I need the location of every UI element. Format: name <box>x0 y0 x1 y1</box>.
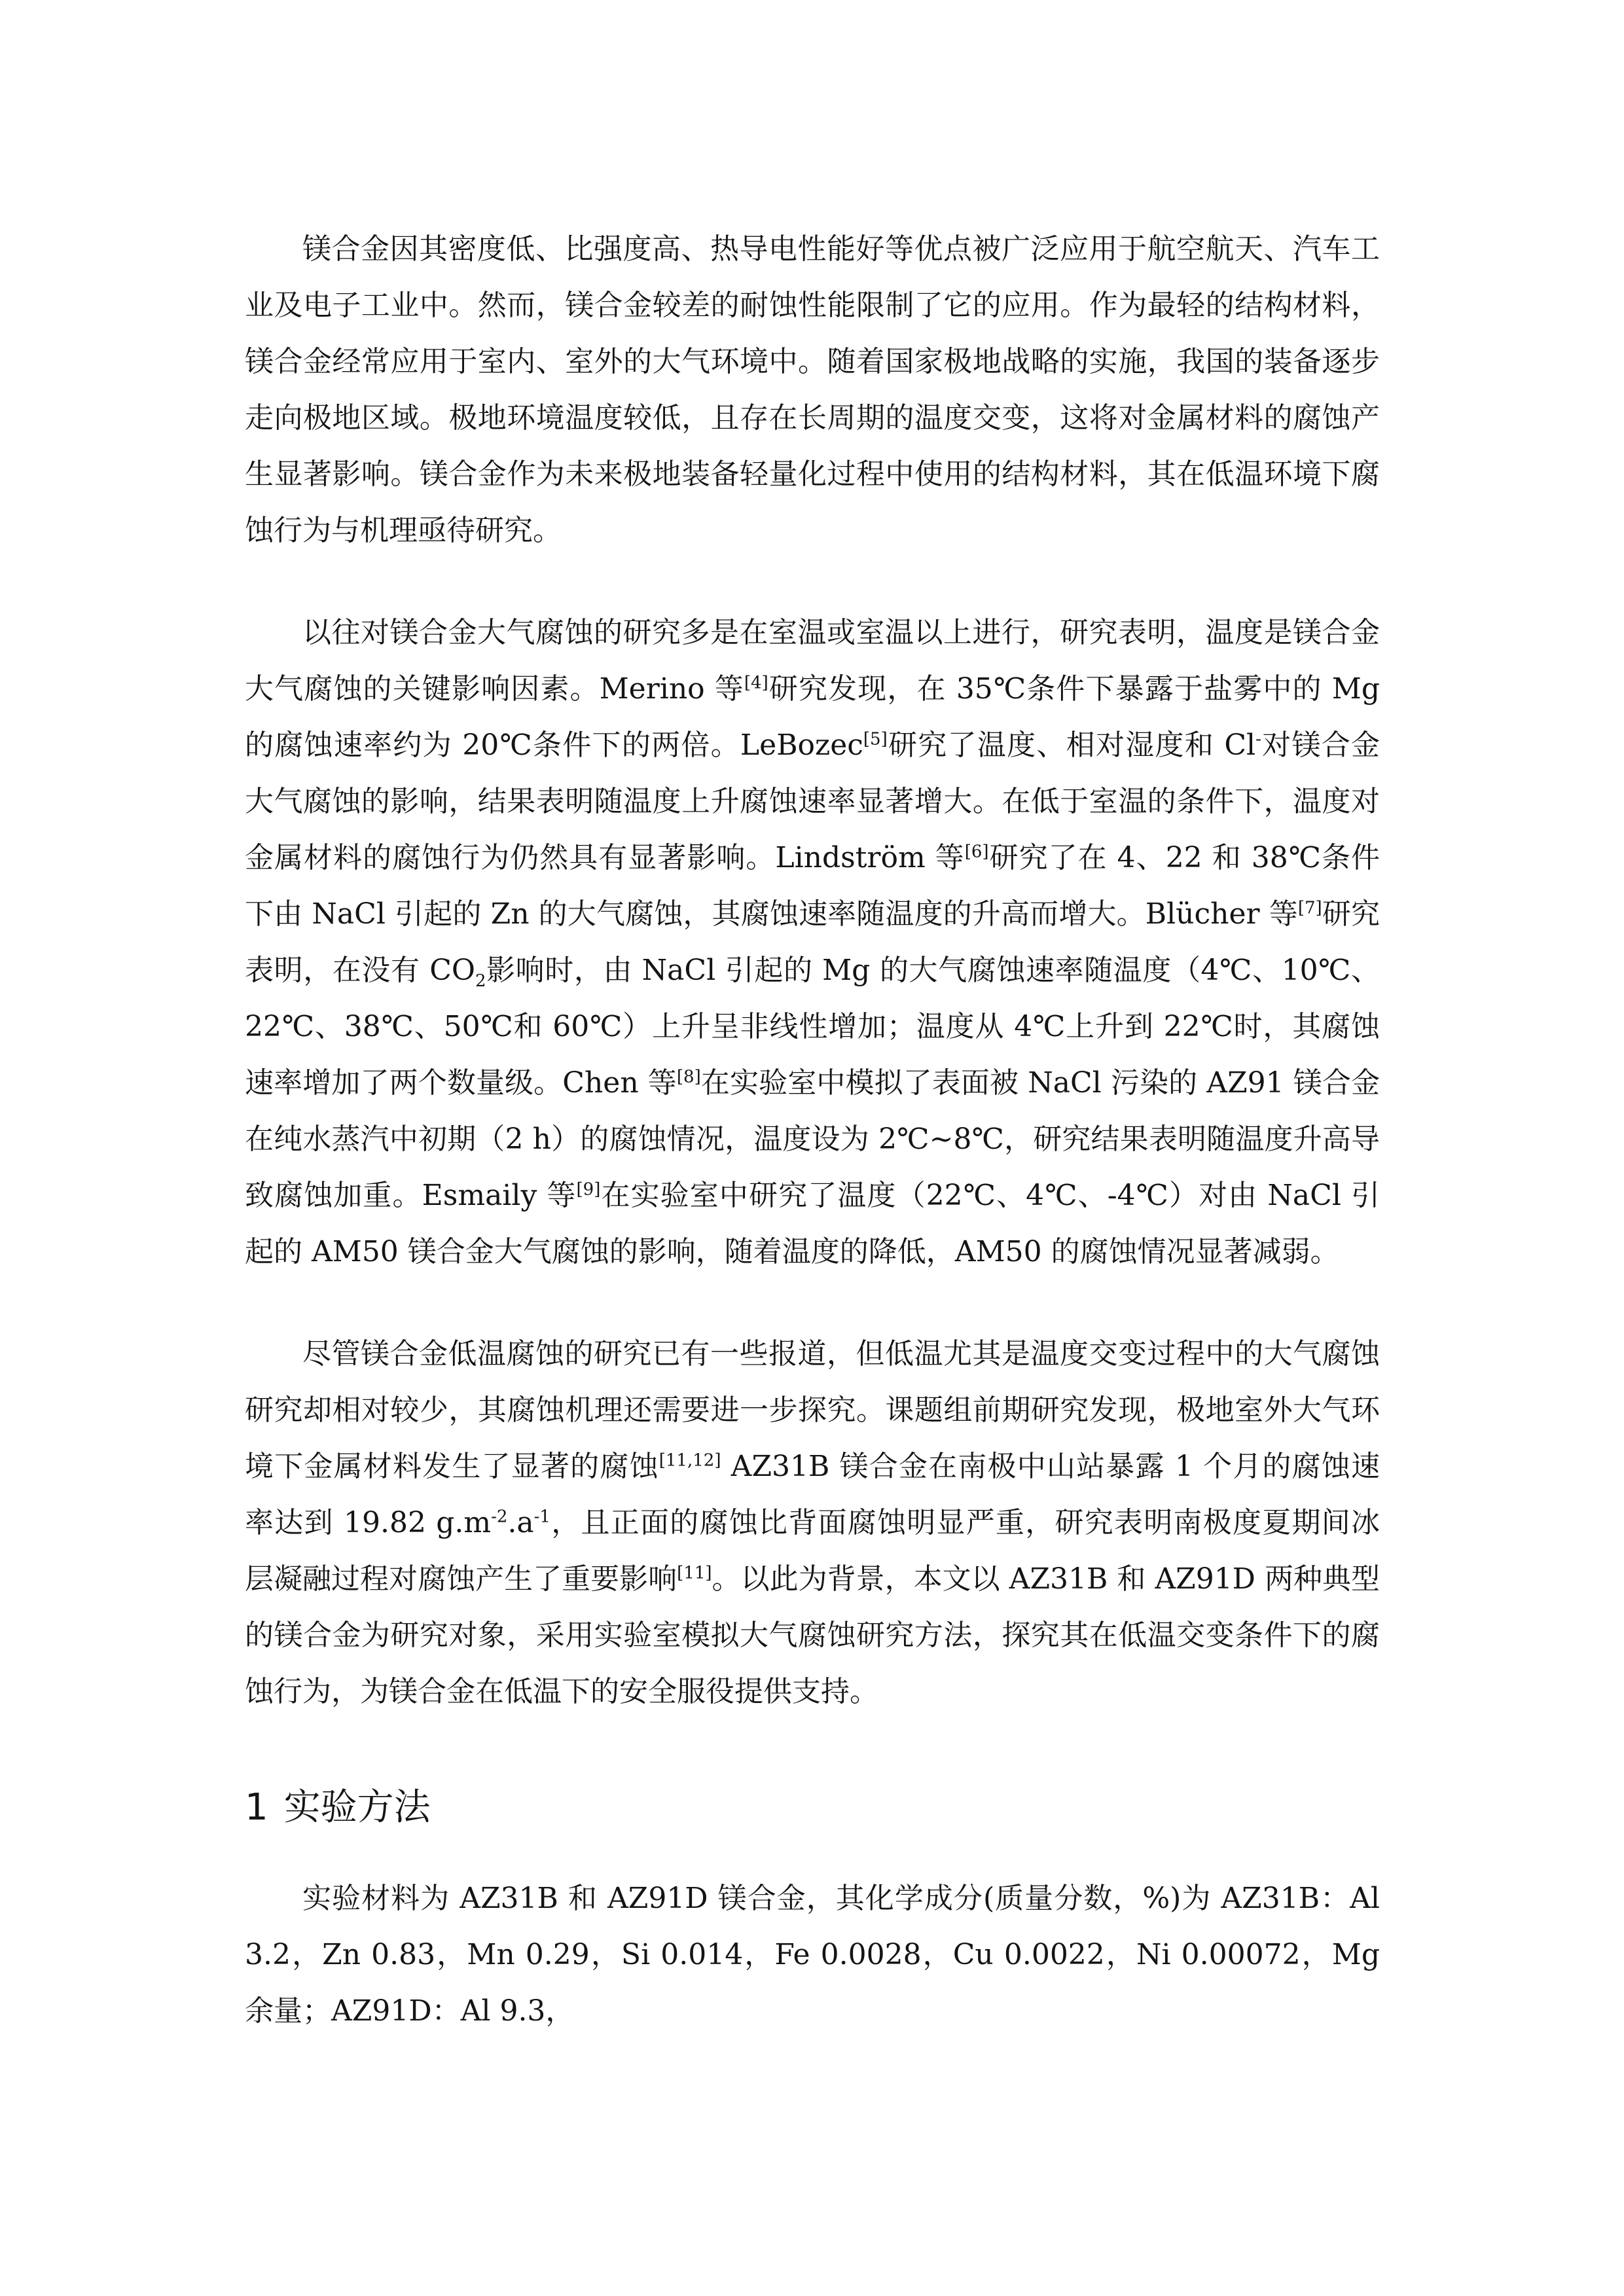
paragraph-materials-text: 实验材料为 AZ31B 和 AZ91D 镁合金，其化学成分(质量分数，%)为 AZ31B：Al 3.2，Zn 0.83，Mn 0.29，Si 0.014，Fe 0.0028，Cu 0.0022，Ni 0.00072，Mg 余量；AZ91D：Al 9.3， <box>245 1882 1380 2028</box>
paragraph-materials <box>245 1871 1380 2039</box>
text-run: 影响时，由 NaCl 引起的 Mg 的大气腐蚀速率随温度（4℃、10℃、22℃、38℃、50℃和 60℃）上升呈非线性增加；温度从 4℃上升到 22℃时，其腐蚀速率增加了两个数量级。Chen 等 <box>245 954 1380 1100</box>
section-heading-methods <box>245 1782 1380 1834</box>
unit-exponent-a: -1 <box>533 1507 550 1527</box>
text-run: ，且正面的腐蚀比背面腐蚀明显严重，研究表明南极度夏期间冰层凝融过程对腐蚀产生了重要影响 <box>245 1506 1380 1596</box>
citation-ref-7: [7] <box>1297 898 1322 918</box>
section-title: 实验方法 <box>283 1786 431 1829</box>
citation-ref-11-12: [11,12] <box>659 1450 721 1471</box>
text-run: 研究发现，在 35℃条件下暴露于盐雾中的 Mg 的腐蚀速率约为 20℃条件下的两倍。LeBozec <box>245 672 1380 762</box>
text-run: .a <box>507 1506 534 1539</box>
text-run: 尽管镁合金低温腐蚀的研究已有一些报道，但低温尤其是温度交变过程中的大气腐蚀研究却相对较少，其腐蚀机理还需要进一步探究。课题组前期研究发现，极地室外大气环境下金属材料发生了显著的腐蚀 <box>245 1337 1380 1483</box>
co2-subscript: 2 <box>475 971 486 991</box>
text-run: AZ31B 镁合金在南极中山站暴露 1 个月的腐蚀速率达到 19.82 g.m <box>245 1450 1380 1539</box>
citation-ref-4: [4] <box>744 673 768 693</box>
text-run: 研究了温度、相对湿度和 Cl <box>887 728 1256 762</box>
text-run: 。以此为背景，本文以 AZ31B 和 AZ91D 两种典型的镁合金为研究对象，采用实验室模拟大气腐蚀研究方法，探究其在低温交变条件下的腐蚀行为，为镁合金在低温下的安全服役提供支持。 <box>245 1562 1380 1708</box>
paragraph-intro <box>245 221 1380 559</box>
text-run: 在实验室中研究了温度（22℃、4℃、-4℃）对由 NaCl 引起的 AM50 镁合金大气腐蚀的影响，随着温度的降低，AM50 的腐蚀情况显著减弱。 <box>245 1179 1380 1268</box>
citation-ref-6: [6] <box>964 842 989 862</box>
text-run: 以往对镁合金大气腐蚀的研究多是在室温或室温以上进行，研究表明，温度是镁合金大气腐蚀的关键影响因素。Merino 等 <box>245 616 1380 706</box>
unit-exponent-m: -2 <box>491 1507 508 1527</box>
text-run: 对镁合金大气腐蚀的影响，结果表明随温度上升腐蚀速率显著增大。在低于室温的条件下，温度对金属材料的腐蚀行为仍然具有显著影响。Lindström 等 <box>245 728 1380 874</box>
section-number: 1 <box>245 1786 268 1829</box>
citation-ref-8: [8] <box>676 1067 701 1087</box>
paragraph-intro-text: 镁合金因其密度低、比强度高、热导电性能好等优点被广泛应用于航空航天、汽车工业及电子工业中。然而，镁合金较差的耐蚀性能限制了它的应用。作为最轻的结构材料，镁合金经常应用于室内、室外的大气环境中。随着国家极地战略的实施，我国的装备逐步走向极地区域。极地环境温度较低，且存在长周期的温度交变，这将对金属材料的腐蚀产生显著影响。镁合金作为未来极地装备轻量化过程中使用的结构材料，其在低温环境下腐蚀行为与机理亟待研究。 <box>245 232 1380 547</box>
text-run: 研究表明，在没有 CO <box>245 897 1380 987</box>
paragraph-literature-review <box>245 605 1380 1280</box>
page-content <box>245 221 1380 2039</box>
text-run: 在实验室中模拟了表面被 NaCl 污染的 AZ91 镁合金在纯水蒸汽中初期（2 h）的腐蚀情况，温度设为 2℃~8℃，研究结果表明随温度升高导致腐蚀加重。Esmaily 等 <box>245 1066 1380 1212</box>
citation-ref-5: [5] <box>863 729 888 749</box>
citation-ref-9: [9] <box>576 1179 601 1200</box>
text-run: 研究了在 4、22 和 38℃条件下由 NaCl 引起的 Zn 的大气腐蚀，其腐蚀速率随温度的升高而增大。Blücher 等 <box>245 841 1380 931</box>
citation-ref-11: [11] <box>677 1563 712 1583</box>
paragraph-research-motivation <box>245 1326 1380 1720</box>
chloride-charge-superscript: - <box>1255 729 1261 749</box>
